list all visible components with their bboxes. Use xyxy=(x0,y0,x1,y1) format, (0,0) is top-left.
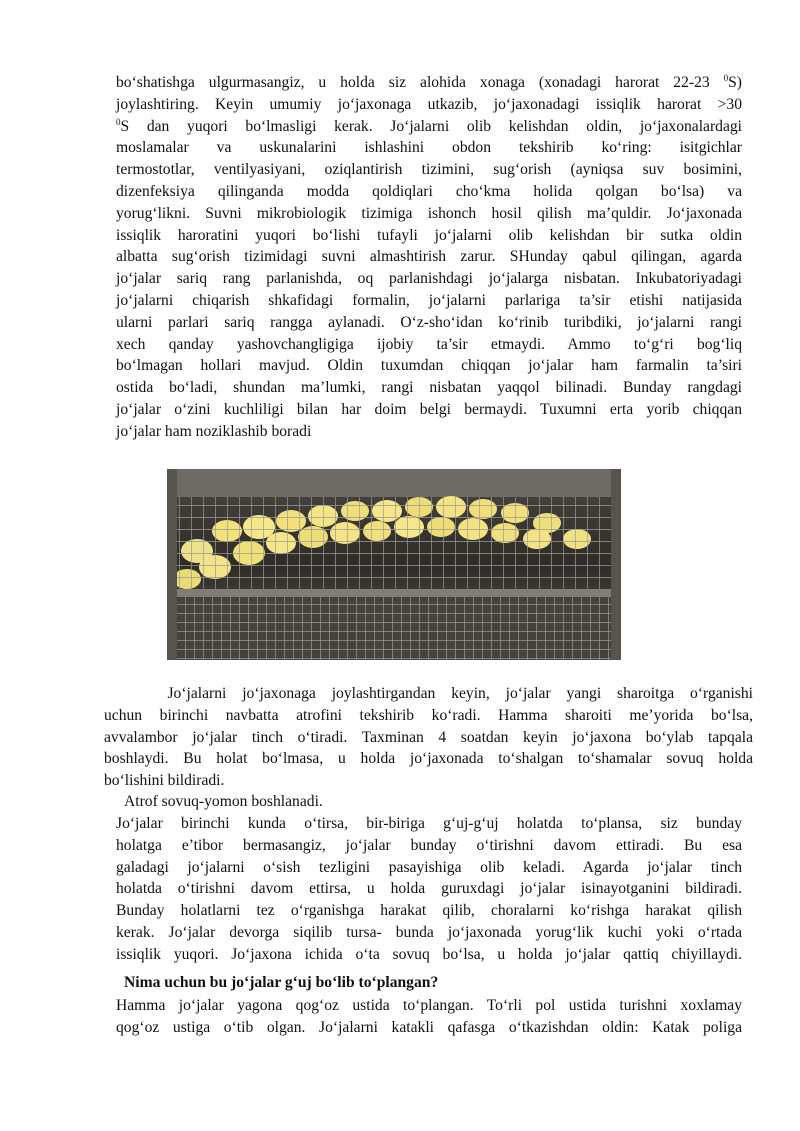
text-line: issiqlik yuqori. Jo‘jaxona ichida o‘ta sovuq bo‘lsa, u holda jo‘jalar qattiq chiyillaydi. xyxy=(116,945,742,963)
paragraph-cold-start xyxy=(124,791,524,813)
text-line: qog‘oz ustiga o‘tib olgan. Jo‘jalarni katakli qafasga o‘tkazishdan oldin: Katak poliga xyxy=(116,1018,742,1036)
text-line: jo‘jalar ham noziklashib boradi xyxy=(116,422,312,440)
text-line: yorug‘likni. Suvni mikrobiologik tizimiga ishonch hosil qilish ma’quldir. Jo‘jaxonada xyxy=(116,204,742,222)
text-line: termostotlar, ventilyasiyani, oziqlantirish tizimini, sug‘orish (ayniqsa suv bosimini, xyxy=(116,161,742,179)
text-line: uchun birinchi navbatta atrofini tekshirib ko‘radi. Hamma sharoiti me’yorida bo‘lsa, xyxy=(104,706,753,724)
text-line: Hamma jo‘jalar yagona qog‘oz ustida to‘plangan. To‘rli pol ustida turishni xoxlamay xyxy=(116,997,742,1014)
text-line: $^0$S dan yuqori bo‘lmasligi kerak. Jo‘jalarni olib kelishdan oldin, jo‘jaxonalardagi xyxy=(116,116,742,135)
text-line: holatda o‘tirishni davom ettirsa, u holda guruxdagi jo‘jalar isinayotganini bildiradi. xyxy=(116,880,742,898)
paragraph-brooding-conditions xyxy=(116,72,742,443)
paragraph-huddling xyxy=(116,813,742,966)
cage-illustration xyxy=(167,469,621,660)
paragraph-chick-behavior xyxy=(104,683,753,792)
degree-superscript: 0 xyxy=(116,116,121,127)
text-line: jo‘jalar o‘zini kuchliligi bilan har doim belgi bermaydi. Tuxumni erta yorib chiqqan xyxy=(116,400,742,418)
text-line: ostida bo‘ladi, shundan ma’lumki, rangi nisbatan yaqqol bilinadi. Bunday rangdagi xyxy=(116,379,742,397)
text-line: boshlaydi. Bu holat bo‘lmasa, u holda jo‘jaxonada to‘shalgan to‘shamalar sovuq holda xyxy=(104,750,753,768)
text-line: moslamalar va uskunalarini ishlashini obdon tekshirib ko‘ring: isitgichlar xyxy=(116,139,742,157)
text-line: ularni parlari sariq rangga aylanadi. O‘z-sho‘idan ko‘rinib turibdiki, jo‘jalarni rangi xyxy=(116,313,742,331)
chicks-in-cage-photo xyxy=(167,469,621,660)
text-line: Jo‘jalar birinchi kunda o‘tirsa, bir-biriga g‘uj-g‘uj holatda to‘plansa, siz bunday xyxy=(116,815,742,832)
section-heading xyxy=(124,972,624,994)
text-line: jo‘jalarni chiqarish shkafidagi formalin, jo‘jalarni parlariga ta’sir etishi natijasida xyxy=(116,291,742,309)
text-line: holatga e’tibor bermasangiz, jo‘jalar bunday o‘tirishni davom ettiradi. Bu esa xyxy=(116,836,742,854)
text-line: bo‘shatishga ulgurmasangiz, u holda siz alohida xonaga (xonadagi harorat 22-23 $^0$S) xyxy=(116,72,742,91)
text-line: dizenfeksiya qilinganda modda qoldiqlari cho‘kma holida qolgan bo‘lsa) va xyxy=(116,182,742,200)
degree-superscript: 0 xyxy=(723,72,729,83)
text-line: bo‘lmagan hollari mavjud. Oldin tuxumdan chiqqan jo‘jalar ham farmalin ta’siri xyxy=(116,357,742,375)
text-line: albatta sug‘orish tizimidagi suvni almashtirish zarur. SHunday qabul qilingan, agarda xyxy=(116,248,742,266)
text-line: galadagi jo‘jalarni o‘sish tezligini pasayishiga olib keladi. Agarda jo‘jalar tinch xyxy=(116,858,742,876)
text-line: xech qanday yashovchangligiga ijobiy ta’sir etmaydi. Ammo to‘g‘ri bog‘liq xyxy=(116,335,742,353)
heading-text: Nima uchun bu jo‘jalar g‘uj bo‘lib to‘plangan? xyxy=(124,974,439,991)
text-line: avvalambor jo‘jalar tinch o‘tiradi. Taxminan 4 soatdan keyin jo‘jaxona bo‘ylab tapqala xyxy=(104,728,753,746)
text-line: jo‘jalar sariq rang parlanishda, oq parlanishdagi jo‘jalarga nisbatan. Inkubatoriyadagi xyxy=(116,270,742,288)
text-line: Jo‘jalarni jo‘jaxonaga joylashtirgandan keyin, jo‘jalar yangi sharoitga o‘rganishi xyxy=(104,685,753,702)
text-line: issiqlik haroratini yuqori bo‘lishi tufayli jo‘jalarni olib kelishdan bir sutka oldin xyxy=(116,226,742,244)
text-line: Atrof sovuq-yomon boshlanadi. xyxy=(124,793,323,810)
text-line: Bunday holatlarni tez o‘rganishga harakat qilib, choralarni ko‘rishga harakat qilish xyxy=(116,902,742,920)
text-line: bo‘lishini bildiradi. xyxy=(104,772,225,790)
text-line: joylashtiring. Keyin umumiy jo‘jaxonaga utkazib, jo‘jaxonadagi issiqlik harorat >30 xyxy=(116,95,742,113)
paragraph-paper-gathering xyxy=(116,995,742,1039)
text-line: kerak. Jo‘jalar devorga siqilib tursa- bunda jo‘jaxonada yorug‘lik kuchi yoki o‘rtada xyxy=(116,923,742,941)
